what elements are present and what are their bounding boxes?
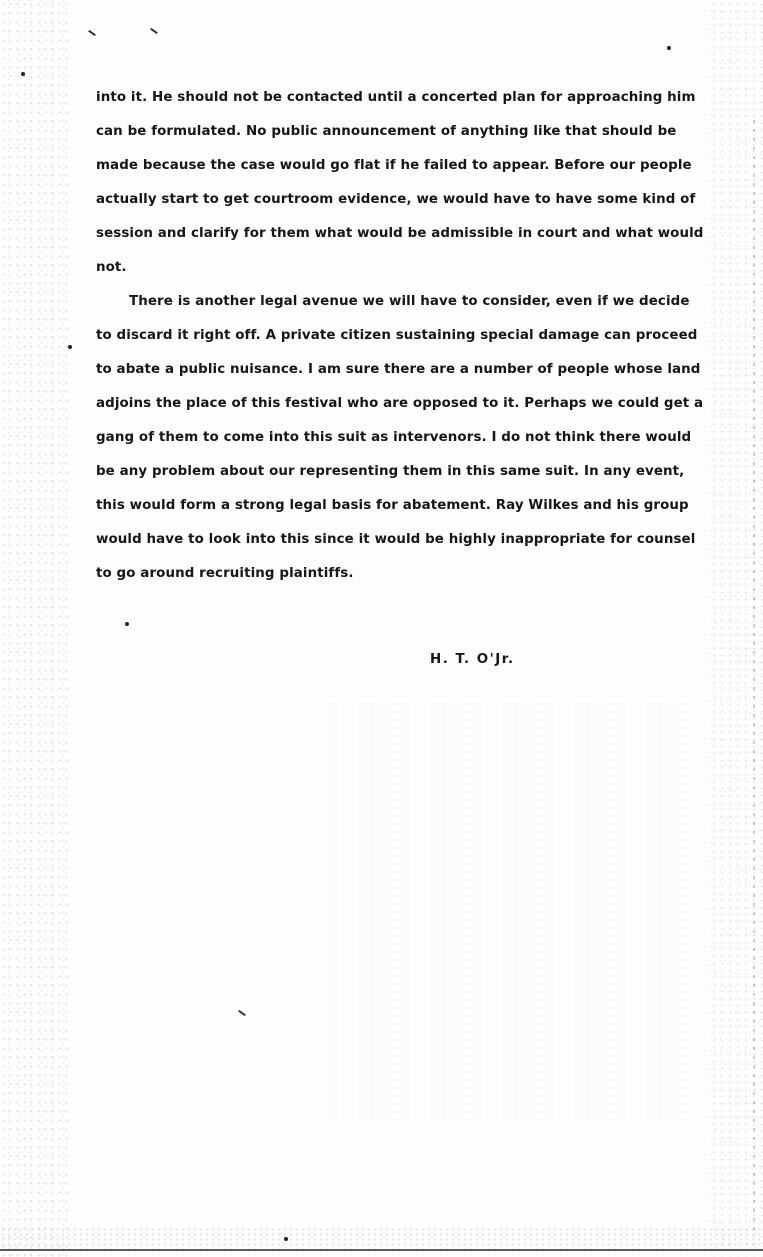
body-line: to go around recruiting plaintiffs.	[96, 566, 354, 581]
scan-mark	[238, 1010, 246, 1016]
body-line: actually start to get courtroom evidence, we would have to have some kind of	[96, 192, 696, 207]
body-line: into it. He should not be contacted until a concerted plan for approaching him	[96, 90, 696, 105]
letter-body	[96, 88, 704, 598]
body-line: can be formulated. No public announcement of anything like that should be	[96, 124, 677, 139]
body-line: to abate a public nuisance. I am sure there are a number of people whose land	[96, 362, 701, 377]
body-line: not.	[96, 260, 127, 275]
scan-mark	[88, 30, 96, 36]
scan-speck	[667, 46, 671, 50]
scan-edge-strip	[753, 120, 755, 1230]
signature: H. T. O'Jr.	[430, 652, 515, 667]
body-line: would have to look into this since it would be highly inappropriate for counsel	[96, 532, 696, 547]
scan-speck	[21, 72, 25, 76]
scan-noise-left	[0, 0, 70, 1257]
page-bottom-edge	[0, 1249, 763, 1251]
scan-mark	[150, 28, 158, 34]
scan-noise-bottom	[0, 1227, 763, 1249]
scan-speck	[125, 622, 129, 626]
scan-speck	[284, 1237, 288, 1241]
body-line: be any problem about our representing them in this same suit. In any event,	[96, 464, 685, 479]
scan-speck	[68, 345, 72, 349]
body-line: gang of them to come into this suit as intervenors. I do not think there would	[96, 430, 692, 445]
body-line: to discard it right off. A private citizen sustaining special damage can proceed	[96, 328, 698, 343]
scan-noise-middle	[330, 700, 690, 1120]
body-line: made because the case would go flat if he failed to appear. Before our people	[96, 158, 692, 173]
body-line: There is another legal avenue we will have to consider, even if we decide	[129, 294, 690, 309]
body-line: adjoins the place of this festival who are opposed to it. Perhaps we could get a	[96, 396, 704, 411]
body-line: session and clarify for them what would be admissible in court and what would	[96, 226, 704, 241]
body-line: this would form a strong legal basis for abatement. Ray Wilkes and his group	[96, 498, 689, 513]
